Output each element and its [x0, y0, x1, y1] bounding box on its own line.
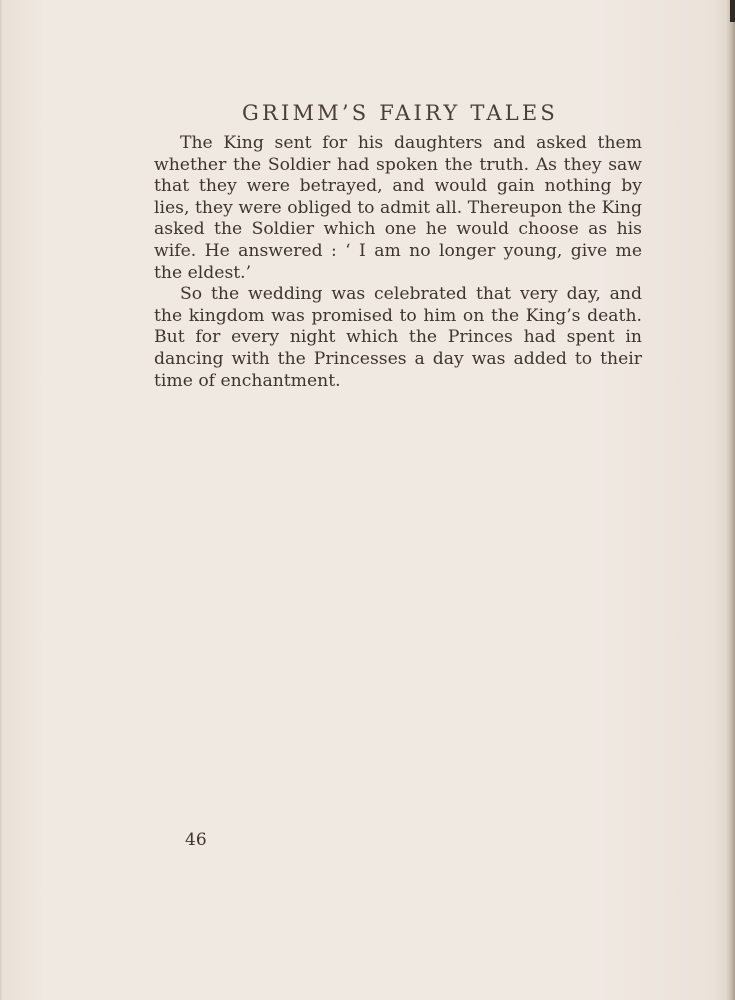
paragraph-2: So the wedding was celebrated that very day, and the kingdom was promised to him on the King’s death. But for every night which the Princes had spent in dancing with the Princesses a day was added to their time of enchantment. — [154, 284, 642, 391]
corner-mark — [730, 0, 735, 22]
running-head: GRIMM’S FAIRY TALES — [241, 101, 559, 125]
paragraph-1: The King sent for his daughters and asked them whether the Soldier had spoken the truth. As they saw that they were betrayed, and would gain nothing by lies, they were obliged to admit all. Thereupon the King asked the Soldier which one he would choose as his wife. He answered : ‘ I am no longer young, give me the eldest.’ — [154, 133, 642, 283]
page-left-edge — [0, 0, 3, 1000]
page-right-edge — [725, 0, 735, 1000]
page-number: 46 — [185, 830, 207, 850]
body-text — [154, 133, 642, 392]
